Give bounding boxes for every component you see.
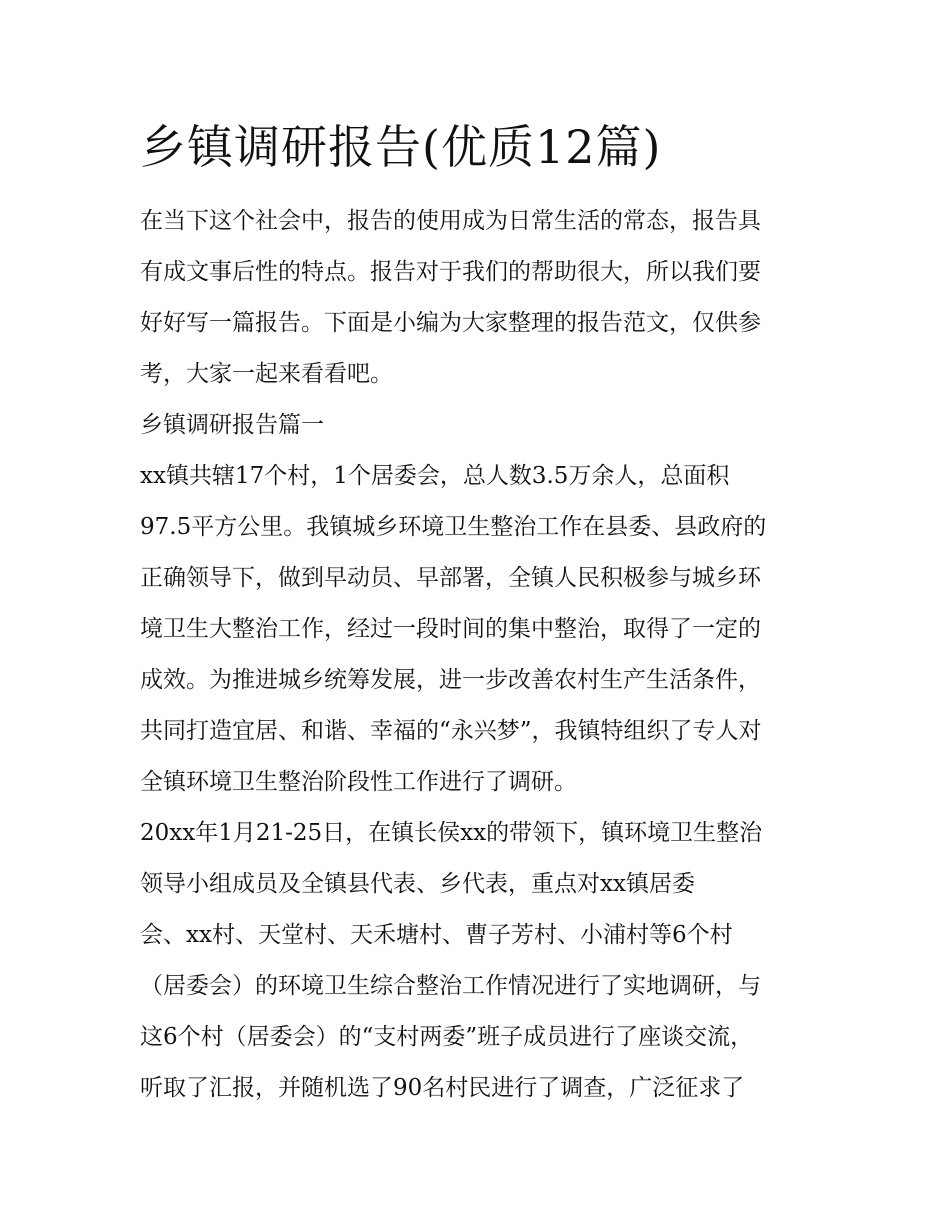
- text-line: 听取了汇报，并随机选了90名村民进行了调查，广泛征求了: [140, 1075, 745, 1101]
- text-line: 境卫生大整治工作，经过一段时间的集中整治，取得了一定的: [140, 616, 761, 642]
- text-line: 全镇环境卫生整治阶段性工作进行了调研。: [140, 769, 577, 795]
- document-body: [140, 196, 830, 1114]
- text-line: 考，大家一起来看看吧。: [140, 361, 393, 387]
- section-heading: 乡镇调研报告篇一: [140, 412, 324, 438]
- text-line: 共同打造宜居、和谐、幸福的“永兴梦”，我镇特组织了专人对: [140, 718, 762, 744]
- text-line: 正确领导下，做到早动员、早部署，全镇人民积极参与城乡环: [140, 565, 761, 591]
- text-line: 会、xx村、天堂村、天禾塘村、曹子芳村、小浦村等6个村: [140, 922, 733, 948]
- text-line: 好好写一篇报告。下面是小编为大家整理的报告范文，仅供参: [140, 310, 761, 336]
- text-line: 20xx年1月21-25日，在镇长侯xx的带领下，镇环境卫生整治: [140, 820, 763, 846]
- text-line: 领导小组成员及全镇县代表、乡代表，重点对xx镇居委: [140, 871, 695, 897]
- text-line: 97.5平方公里。我镇城乡环境卫生整治工作在县委、县政府的: [140, 514, 767, 540]
- text-line: 有成文事后性的特点。报告对于我们的帮助很大，所以我们要: [140, 259, 761, 285]
- text-line: xx镇共辖17个村，1个居委会，总人数3.5万余人，总面积: [140, 463, 730, 489]
- text-line: 成效。为推进城乡统筹发展，进一步改善农村生产生活条件，: [140, 667, 761, 693]
- text-line: 这6个村（居委会）的“支村两委”班子成员进行了座谈交流，: [140, 1024, 754, 1050]
- document-title: 乡镇调研报告(优质12篇): [140, 120, 662, 174]
- text-line: （居委会）的环境卫生综合整治工作情况进行了实地调研，与: [140, 973, 761, 999]
- text-line: 在当下这个社会中，报告的使用成为日常生活的常态，报告具: [140, 208, 761, 234]
